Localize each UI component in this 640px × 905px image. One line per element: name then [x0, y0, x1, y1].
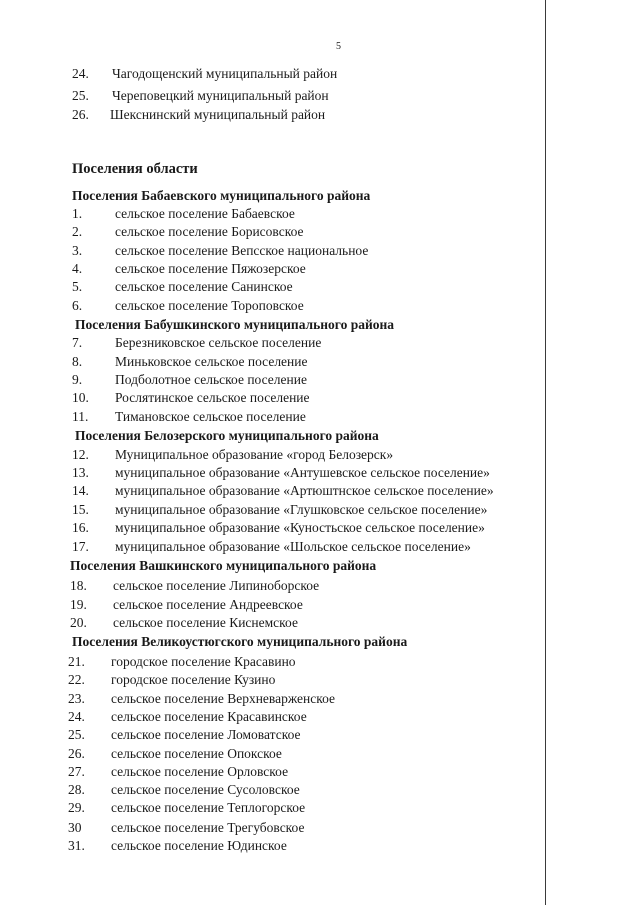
item-name: муниципальное образование «Глушковское сельское поселение»	[115, 502, 488, 517]
item-number: 9.	[72, 372, 83, 387]
item-name: Рослятинское сельское поселение	[115, 390, 310, 405]
item-name: сельское поселение Тороповское	[115, 298, 304, 313]
list-item	[68, 690, 388, 708]
item-name: сельское поселение Красавинское	[111, 709, 307, 724]
item-number: 28.	[68, 782, 85, 797]
item-name: муниципальное образование «Шольское сельское поселение»	[115, 539, 471, 554]
item-number: 18.	[70, 578, 87, 593]
item-number: 25.	[68, 727, 85, 742]
item-name: муниципальное образование «Куностьское сельское поселение»	[115, 520, 485, 535]
item-name: сельское поселение Верхневарженское	[111, 691, 335, 706]
item-name: сельское поселение Борисовское	[115, 224, 304, 239]
item-number: 26.	[68, 746, 85, 761]
item-number: 31.	[68, 838, 85, 853]
list-item	[68, 799, 368, 817]
item-number: 11.	[72, 409, 89, 424]
list-item	[68, 745, 368, 763]
item-name: сельское поселение Андреевское	[113, 597, 303, 612]
item-number: 12.	[72, 447, 89, 462]
item-number: 19.	[70, 597, 87, 612]
list-item	[72, 501, 532, 519]
item-name: сельское поселение Теплогорское	[111, 800, 306, 815]
list-item	[72, 446, 492, 464]
item-name: Череповецкий муниципальный район	[112, 88, 329, 103]
item-name: сельское поселение Бабаевское	[115, 206, 295, 221]
item-number: 8.	[72, 354, 83, 369]
group-title: Поселения Бабаевского муниципального района	[72, 188, 371, 203]
list-item	[72, 223, 372, 241]
item-name: сельское поселение Сусоловское	[111, 782, 300, 797]
list-item	[68, 726, 368, 744]
list-item	[68, 837, 368, 855]
item-number: 13.	[72, 465, 89, 480]
list-item	[72, 519, 532, 537]
item-number: 20.	[70, 615, 87, 630]
item-number: 24.	[68, 709, 85, 724]
list-item	[72, 106, 392, 124]
item-number: 15.	[72, 502, 89, 517]
item-name: Подболотное сельское поселение	[115, 372, 307, 387]
group-title: Поселения Великоустюгского муниципального района	[72, 634, 408, 649]
list-item	[72, 205, 372, 223]
list-item	[72, 464, 532, 482]
list-item	[72, 260, 372, 278]
item-number: 23.	[68, 691, 85, 706]
item-name: Муниципальное образование «город Белозерск»	[115, 447, 394, 462]
item-name: Березниковское сельское поселение	[115, 335, 322, 350]
item-name: городское поселение Красавино	[111, 654, 296, 669]
item-number: 3.	[72, 243, 83, 258]
list-item	[72, 482, 537, 500]
list-item	[72, 87, 392, 105]
item-name: муниципальное образование «Артюштнское сельское поселение»	[115, 483, 494, 498]
item-name: Миньковское сельское поселение	[115, 354, 308, 369]
item-number: 25.	[72, 88, 89, 103]
item-name: сельское поселение Трегубовское	[111, 820, 305, 835]
list-item	[72, 538, 517, 556]
item-number: 26.	[72, 107, 89, 122]
item-number: 17.	[72, 539, 89, 554]
list-item	[72, 408, 372, 426]
list-item	[70, 614, 370, 632]
item-number: 30	[68, 820, 82, 835]
item-number: 16.	[72, 520, 89, 535]
list-item	[72, 297, 372, 315]
list-item	[68, 819, 368, 837]
list-item	[72, 242, 412, 260]
item-number: 22.	[68, 672, 85, 687]
list-item	[68, 763, 368, 781]
item-name: муниципальное образование «Антушевское сельское поселение»	[115, 465, 490, 480]
item-number: 29.	[68, 800, 85, 815]
item-name: сельское поселение Юдинское	[111, 838, 287, 853]
item-name: сельское поселение Орловское	[111, 764, 289, 779]
item-number: 4.	[72, 261, 83, 276]
item-name: сельское поселение Ломоватское	[111, 727, 301, 742]
list-item	[72, 371, 372, 389]
list-item	[72, 65, 392, 83]
list-item	[70, 596, 370, 614]
item-name: сельское поселение Вепсское национальное	[115, 243, 369, 258]
item-name: Тимановское сельское поселение	[115, 409, 306, 424]
list-item	[68, 781, 368, 799]
page-number: 5	[336, 41, 341, 52]
list-item	[72, 334, 372, 352]
list-item	[68, 653, 368, 671]
item-name: городское поселение Кузино	[111, 672, 276, 687]
list-item	[72, 278, 372, 296]
list-item	[68, 708, 368, 726]
item-name: сельское поселение Липиноборское	[113, 578, 320, 593]
item-number: 2.	[72, 224, 83, 239]
group-title: Поселения Бабушкинского муниципального района	[75, 317, 395, 332]
item-number: 7.	[72, 335, 83, 350]
item-name: сельское поселение Санинское	[115, 279, 293, 294]
item-number: 5.	[72, 279, 83, 294]
list-item	[72, 353, 372, 371]
list-item	[68, 671, 368, 689]
group-title: Поселения Вашкинского муниципального района	[70, 558, 377, 573]
list-item	[70, 577, 370, 595]
item-number: 24.	[72, 66, 89, 81]
section-title: Поселения области	[72, 161, 198, 177]
item-number: 14.	[72, 483, 89, 498]
item-name: Шекснинский муниципальный район	[110, 107, 326, 122]
item-name: Чагодощенский муниципальный район	[112, 66, 338, 81]
margin-line	[545, 0, 546, 905]
list-item	[72, 389, 372, 407]
item-number: 10.	[72, 390, 89, 405]
item-number: 1.	[72, 206, 83, 221]
item-number: 27.	[68, 764, 85, 779]
item-name: сельское поселение Пяжозерское	[115, 261, 306, 276]
item-number: 21.	[68, 654, 85, 669]
item-number: 6.	[72, 298, 83, 313]
item-name: сельское поселение Киснемское	[113, 615, 298, 630]
group-title: Поселения Белозерского муниципального района	[75, 428, 379, 443]
item-name: сельское поселение Опокское	[111, 746, 282, 761]
